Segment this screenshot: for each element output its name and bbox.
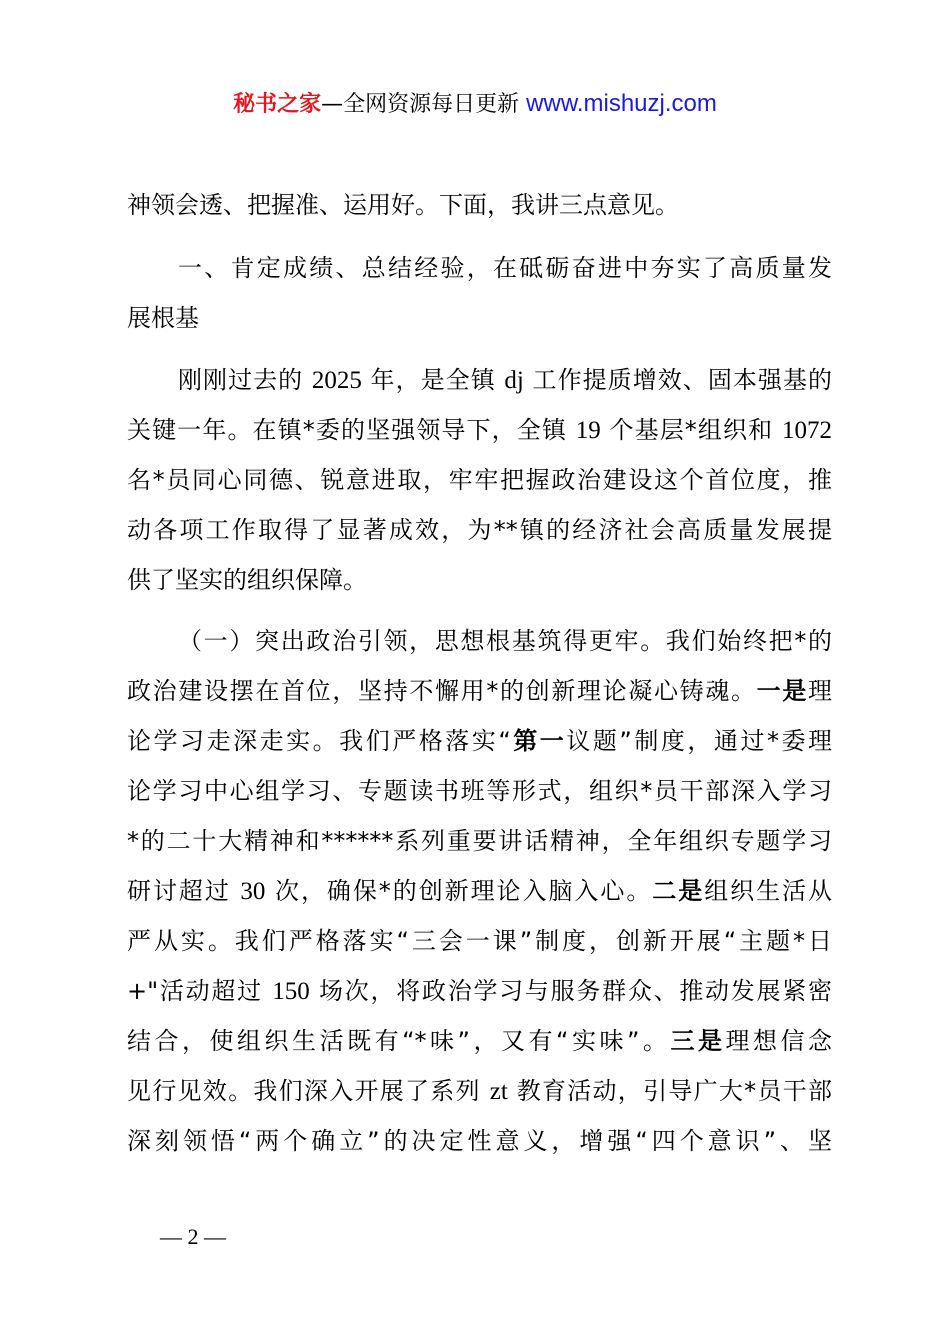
text-segment: 个基层*组织和 xyxy=(600,416,782,444)
text-line xyxy=(127,187,832,223)
text-segment: 150 xyxy=(272,978,310,1005)
text-segment: zt xyxy=(489,1078,508,1105)
text-segment: 结合，使组织生活既有“*味”，又有“实味”。 xyxy=(127,1027,671,1055)
text-segment: 教育活动，引导广大*员干部 xyxy=(507,1077,832,1105)
text-segment: 政治建设摆在首位，坚持不懈用*的创新理论凝心铸魂。 xyxy=(127,677,757,705)
text-segment: 见行见效。我们深入开展了系列 xyxy=(127,1077,490,1105)
text-segment: 组织生活从 xyxy=(704,877,832,905)
bold-text: 一是 xyxy=(756,677,809,705)
text-segment: 神领会透、把握准、运用好。下面，我讲三点意见。 xyxy=(127,191,679,219)
bold-text: 第一 xyxy=(510,727,567,755)
text-segment: 年，是全镇 xyxy=(361,366,505,394)
bold-text: 三是 xyxy=(670,1027,726,1055)
text-line xyxy=(178,623,832,659)
text-line xyxy=(127,673,832,709)
text-segment: 展根基 xyxy=(127,304,199,332)
text-segment: 论学习走深走实。我们严格落实“ xyxy=(127,727,511,755)
text-segment: 名*员同心同德、锐意进取，牢牢把握政治建设这个首位度，推 xyxy=(127,466,832,494)
text-line xyxy=(127,562,832,598)
text-segment: 动各项工作取得了显著成效，为**镇的经济社会高质量发展提 xyxy=(127,516,832,544)
site-watermark-header xyxy=(0,88,950,121)
text-segment: 严从实。我们严格落实“三会一课”制度，创新开展“主题*日 xyxy=(127,927,832,955)
text-line xyxy=(127,873,832,910)
text-line xyxy=(178,250,832,286)
text-line xyxy=(127,723,832,759)
text-segment: 研讨超过 xyxy=(127,877,241,905)
tagline: —全网资源每日更新 xyxy=(321,92,520,117)
text-segment: 工作提质增效、固本强基的 xyxy=(523,366,832,394)
text-line xyxy=(178,362,832,399)
text-segment: 刚刚过去的 xyxy=(178,366,312,394)
text-segment: 2025 xyxy=(311,367,362,394)
text-segment: 场次，将政治学习与服务群众、推动发展紧密 xyxy=(309,977,832,1005)
text-segment: 19 xyxy=(575,417,601,444)
text-line xyxy=(127,1123,832,1159)
bold-text: 二是 xyxy=(652,877,705,905)
text-segment: 一、肯定成绩、总结经验，在砥砺奋进中夯实了高质量发 xyxy=(178,254,832,282)
text-segment: 次，确保*的创新理论入脑入心。 xyxy=(265,877,653,905)
text-segment: 议题”制度，通过*委理 xyxy=(566,727,833,755)
text-segment: （一）突出政治引领，思想根基筑得更牢。我们始终把*的 xyxy=(178,627,832,655)
text-line xyxy=(127,300,832,336)
text-segment: 论学习中心组学习、专题读书班等形式，组织*员干部深入学习 xyxy=(127,777,832,805)
text-line xyxy=(127,973,832,1010)
text-segment: *的二十大精神和******系列重要讲话精神，全年组织专题学习 xyxy=(127,827,832,855)
text-segment: 理想信念 xyxy=(725,1027,833,1055)
text-line xyxy=(127,773,832,809)
text-segment: 30 xyxy=(240,878,266,905)
brand-name: 秘书之家 xyxy=(233,92,322,117)
text-segment: 深刻领悟“两个确立”的决定性意义，增强“四个意识”、坚 xyxy=(127,1127,832,1155)
text-segment: dj xyxy=(504,367,524,394)
text-line xyxy=(127,512,832,548)
page-number: — 2 — xyxy=(160,1224,226,1249)
text-line xyxy=(127,412,832,449)
site-url[interactable]: www.mishuzj.com xyxy=(526,90,717,117)
text-segment: +"活动超过 xyxy=(127,977,273,1005)
text-segment: 1072 xyxy=(782,417,832,444)
text-line xyxy=(127,1023,832,1059)
text-line xyxy=(127,923,832,959)
text-segment: 供了坚实的组织保障。 xyxy=(127,566,367,594)
text-line xyxy=(127,1073,832,1110)
text-segment: 理 xyxy=(808,677,833,705)
text-line xyxy=(127,462,832,498)
text-line xyxy=(127,823,832,859)
text-segment: 关键一年。在镇*委的坚强领导下，全镇 xyxy=(127,416,576,444)
